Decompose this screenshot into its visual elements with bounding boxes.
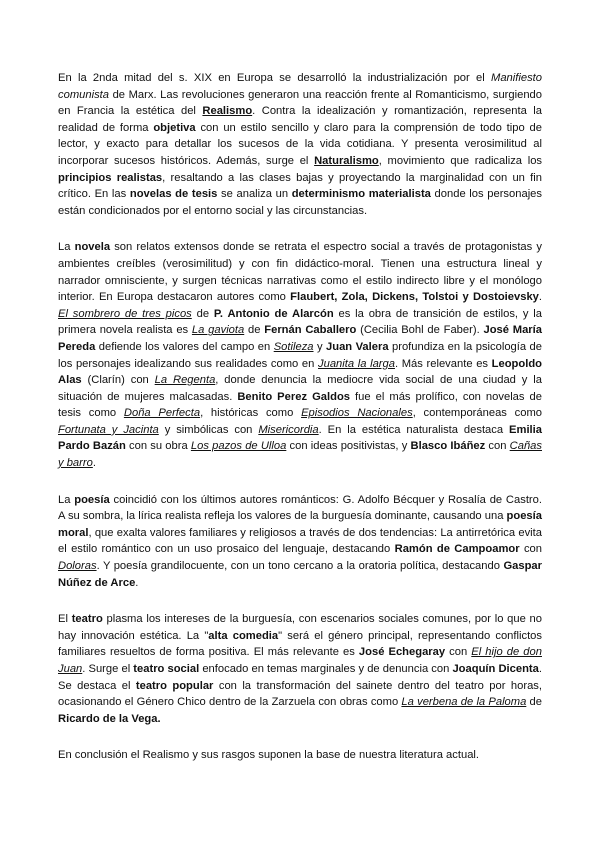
- text-run: fue el más prolífico, con novelas de tesis como: [58, 390, 542, 420]
- text-run: .: [92, 457, 96, 470]
- text-run: . Contra la idealización y romantización, representa la realidad de forma: [58, 105, 542, 134]
- text-run: , históricas como: [200, 407, 302, 420]
- work-title: Los pazos de Ulloa: [190, 440, 287, 453]
- text-run: profundiza en la psicología de los personajes idealizando sus realidades como en: [58, 340, 542, 370]
- text-run: con un estilo sencillo y claro para la comprensión de todo tipo de lector, y exacto para detallar los sucesos de la vida cotidiana. Y presenta verosimilitud al incorporar sucesos históricos. Además, surge el: [58, 121, 542, 167]
- bold-term: Juan Valera: [326, 340, 389, 353]
- text-run: (Clarín) con: [81, 374, 155, 387]
- text-run: . Se destaca el: [58, 663, 542, 692]
- text-run: (Cecilia Bohl de Faber).: [356, 324, 484, 337]
- work-title: Doña Perfecta: [123, 407, 201, 420]
- text-run: de: [191, 307, 214, 320]
- text-run: . Más relevante es: [394, 357, 492, 370]
- text-run: con: [485, 440, 510, 453]
- text-run: con la transformación del sainete dentro del teatro por horas, ocasionando el Género Chico dentro de la Zarzuela con obras como: [58, 679, 542, 709]
- text-run: de Marx. Las revoluciones generaron una reacción frente al Romanticismo, surgiendo en Francia la estética del: [58, 88, 542, 118]
- text-run: En la 2nda mitad del s. XIX en Europa se desarrolló la industrialización por el: [58, 72, 491, 84]
- work-title: El sombrero de tres picos: [58, 307, 192, 320]
- text-run: , donde denuncia la mediocre vida social de una ciudad y la situación de mujeres malcasadas.: [58, 374, 542, 403]
- bold-term: poesía: [74, 493, 110, 506]
- text-run: con: [445, 646, 472, 659]
- text-run: de: [244, 324, 265, 337]
- text-run: defiende los valores del campo en: [95, 340, 274, 353]
- bold-term: teatro popular: [135, 679, 214, 692]
- text-run: , movimiento que radicaliza los: [378, 154, 543, 167]
- text-run: y simbólicas con: [158, 423, 259, 436]
- text-run: , resaltando a las clases bajas y proyectando la marginalidad con un fin crítico. En las: [58, 171, 542, 201]
- bold-term: determinismo materialista: [291, 188, 431, 201]
- italic-title: Manifiesto comunista: [58, 72, 542, 101]
- text-run: con su obra: [125, 440, 191, 453]
- text-run: con: [519, 543, 542, 556]
- text-run: En conclusión el Realismo y sus rasgos suponen la base de nuestra literatura actual.: [58, 749, 480, 762]
- bold-term: Blasco Ibáñez: [410, 440, 486, 453]
- text-run: enfocado en temas marginales y de denuncia con: [199, 663, 453, 675]
- text-run: plasma los intereses de la burguesía, con escenarios sociales comunes, por lo que no hay innovación estética. La ": [58, 613, 543, 642]
- bold-term: novela: [74, 241, 111, 254]
- bold-term: principios realistas: [58, 171, 163, 184]
- bold-term: alta comedia: [208, 629, 279, 642]
- bold-term: novelas de tesis: [129, 188, 218, 201]
- text-run: coincidió con los últimos autores románticos: G. Adolfo Bécquer y Rosalía de Castro. A su sombra, la lírica realista refleja los valores de la burguesía dominante, causando una: [58, 493, 542, 523]
- text-run: La: [58, 241, 75, 254]
- text-run: se analiza un: [217, 188, 292, 201]
- paragraph-conclusion: [58, 747, 542, 764]
- bold-term: Ricardo de la Vega.: [58, 712, 161, 725]
- bold-term: Emilia Pardo Bazán: [58, 423, 542, 453]
- bold-term: José Echegaray: [358, 646, 446, 659]
- bold-term: Joaquín Dicenta: [452, 663, 539, 675]
- paragraph-novela: [58, 239, 542, 471]
- work-title: Juanita la larga: [318, 357, 395, 370]
- text-run: , contemporáneas como: [412, 407, 543, 420]
- work-title: Fortunata y Jacinta: [58, 423, 159, 436]
- text-run: es la obra de transición de estilos, y la primera novela realista es: [58, 307, 542, 337]
- text-run: , que exalta valores familiares y religiosos a través de dos tendencias: La antirretórica evita el estilo romántico con un uso prosaico del lenguaje, destacando: [58, 526, 542, 556]
- work-title: Sotileza: [273, 340, 314, 353]
- text-run: El: [58, 613, 72, 626]
- work-title: La Regenta: [154, 374, 216, 387]
- bold-term: poesía moral: [58, 510, 542, 539]
- bold-term: Ramón de Campoamor: [394, 543, 520, 556]
- work-title: La gaviota: [191, 324, 245, 337]
- text-run: .: [538, 291, 542, 304]
- work-title: Cañas y barro: [58, 440, 542, 470]
- text-run: son relatos extensos donde se retrata el espectro social a través de protagonistas y ambientes creíbles (verosimilitud) y con fin didáctico-moral. Tienen una estructura lineal y narrador omnisciente, y surgen técnicas narrativas como el estilo indirecto libre y el monólogo interior. En Europa destacaron autores como: [58, 241, 542, 304]
- text-run: . Y poesía grandilocuente, con un tono cercano a la oratoria política, destacando: [96, 560, 504, 573]
- work-title: La verbena de la Paloma: [401, 696, 527, 709]
- bold-term: Flaubert, Zola, Dickens, Tolstoi y Dostoievsky: [290, 291, 539, 304]
- paragraph-realismo-intro: [58, 70, 542, 219]
- bold-term: Leopoldo Alas: [58, 357, 543, 387]
- movement-term: Naturalismo: [314, 154, 379, 167]
- text-run: . En la estética naturalista destaca: [318, 423, 510, 436]
- bold-term: objetiva: [153, 121, 196, 134]
- paragraph-poesia: [58, 492, 542, 592]
- text-run: " será el género principal, representando conflictos familiares resueltos de forma positiva. El más relevante es: [58, 629, 542, 659]
- bold-term: José María Pereda: [58, 324, 542, 353]
- bold-term: teatro: [71, 613, 103, 626]
- text-run: con ideas positivistas, y: [286, 440, 411, 453]
- work-title: Doloras: [58, 560, 97, 573]
- work-title: Episodios Nacionales: [301, 407, 413, 420]
- movement-term: Realismo: [202, 105, 253, 118]
- paragraph-teatro: [58, 611, 542, 727]
- bold-term: Gaspar Núñez de Arce: [58, 560, 542, 589]
- work-title: El hijo de don Juan: [58, 646, 542, 675]
- text-run: donde los personajes están condicionados por el entorno social y las circunstancias.: [58, 188, 542, 217]
- text-run: .: [135, 576, 139, 589]
- bold-term: P. Antonio de Alarcón: [213, 307, 334, 320]
- bold-term: Benito Perez Galdos: [237, 390, 350, 403]
- bold-term: teatro social: [133, 663, 200, 675]
- text-run: de: [526, 696, 542, 709]
- text-run: La: [58, 493, 75, 506]
- work-title: Misericordia: [258, 423, 319, 436]
- text-run: y: [313, 340, 327, 353]
- text-run: . Surge el: [82, 663, 134, 675]
- bold-term: Fernán Caballero: [264, 324, 357, 337]
